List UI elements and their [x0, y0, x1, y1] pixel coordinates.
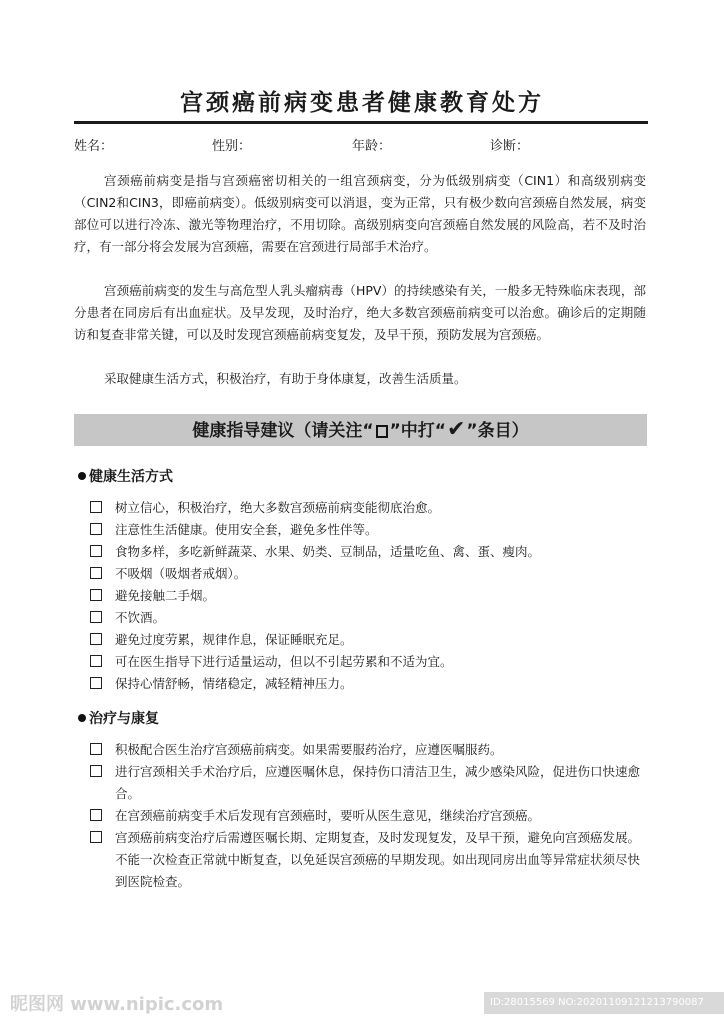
- treatment-heading: 治疗与康复: [89, 711, 159, 727]
- title-divider: [74, 121, 648, 124]
- lifestyle-item[interactable]: [90, 651, 648, 673]
- bullet-icon: [78, 714, 86, 722]
- item-text: 不吸烟（吸烟者戒烟）。: [115, 566, 247, 581]
- image-id-bar: ID:28015569 NO:20201109121213790087: [484, 992, 724, 1014]
- item-text: 宫颈癌前病变治疗后需遵医嘱长期、定期复查，及时发现复发，及早干预，避免向宫颈癌发展。不能一次检查正常就中断复查，以免延误宫颈癌的早期发现。如出现同房出血等异常症状须尽快到医院检查。: [115, 830, 641, 889]
- item-text: 不饮酒。: [115, 610, 166, 625]
- patient-info-row: [74, 135, 648, 155]
- checkbox[interactable]: [90, 809, 102, 821]
- banner-prefix: 健康指导建议（请关注“: [192, 421, 374, 441]
- item-text: 进行宫颈相关手术治疗后，应遵医嘱休息，保持伤口清洁卫生，减少感染风险，促进伤口快速愈合。: [115, 764, 641, 801]
- age-label: 年龄：: [352, 139, 392, 154]
- lifestyle-item[interactable]: [90, 497, 648, 519]
- item-text: 积极配合医生治疗宫颈癌前病变。如果需要服药治疗，应遵医嘱服药。: [115, 742, 503, 757]
- banner-middle: ”中打“: [389, 421, 446, 441]
- page-title: 宫颈癌前病变患者健康教育处方: [180, 90, 544, 116]
- checkmark-icon: ✔: [446, 417, 466, 442]
- checkbox[interactable]: [90, 545, 102, 557]
- item-text: 保持心情舒畅，情绪稳定，减轻精神压力。: [115, 676, 353, 691]
- item-text: 避免接触二手烟。: [115, 588, 216, 603]
- item-text: 食物多样，多吃新鲜蔬菜、水果、奶类、豆制品，适量吃鱼、禽、蛋、瘦肉。: [115, 544, 541, 559]
- treatment-item[interactable]: [90, 805, 648, 827]
- diagnosis-label: 诊断：: [490, 139, 530, 154]
- gender-label: 性别：: [212, 139, 252, 154]
- treatment-item[interactable]: [90, 761, 648, 805]
- item-text: 避免过度劳累，规律作息，保证睡眠充足。: [115, 632, 353, 647]
- section-heading-treatment: [78, 708, 159, 728]
- lifestyle-item[interactable]: [90, 673, 648, 695]
- checkbox[interactable]: [90, 765, 102, 777]
- treatment-item[interactable]: [90, 827, 648, 893]
- lifestyle-item[interactable]: [90, 607, 648, 629]
- checkbox[interactable]: [90, 633, 102, 645]
- checkbox[interactable]: [90, 655, 102, 667]
- checkbox[interactable]: [90, 743, 102, 755]
- lifestyle-item[interactable]: [90, 629, 648, 651]
- checkbox[interactable]: [90, 831, 102, 843]
- watermark: 昵图网 www.nipic.com: [10, 994, 224, 1015]
- item-text: 注意性生活健康。使用安全套，避免多性伴等。: [115, 522, 378, 537]
- checkbox-symbol-icon: [376, 425, 388, 438]
- checkbox[interactable]: [90, 611, 102, 623]
- bullet-icon: [78, 472, 86, 480]
- lifestyle-item[interactable]: [90, 541, 648, 563]
- guidance-banner: [74, 414, 647, 446]
- section-heading-lifestyle: [78, 466, 173, 486]
- name-label: 姓名：: [74, 139, 114, 154]
- checkbox[interactable]: [90, 589, 102, 601]
- item-text: 可在医生指导下进行适量运动，但以不引起劳累和不适为宜。: [115, 654, 453, 669]
- item-text: 树立信心，积极治疗，绝大多数宫颈癌前病变能彻底治愈。: [115, 500, 441, 515]
- checkbox[interactable]: [90, 523, 102, 535]
- intro-paragraph-3: 采取健康生活方式，积极治疗，有助于身体康复，改善生活质量。: [104, 371, 467, 386]
- banner-suffix: ”条目）: [466, 421, 529, 441]
- item-text: 在宫颈癌前病变手术后发现有宫颈癌时，要听从医生意见，继续治疗宫颈癌。: [115, 808, 541, 823]
- checkbox[interactable]: [90, 677, 102, 689]
- lifestyle-item[interactable]: [90, 519, 648, 541]
- checkbox[interactable]: [90, 567, 102, 579]
- intro-paragraph-1: 宫颈癌前病变是指与宫颈癌密切相关的一组宫颈病变，分为低级别病变（CIN1）和高级别病变（CIN2和CIN3，即癌前病变）。低级别病变可以消退，变为正常，只有极少数向宫颈癌自然发展，病变部位可以进行冷冻、激光等物理治疗，不用切除。高级别病变向宫颈癌自然发展的风险高，若不及时治疗，有一部分将会发展为宫颈癌，需要在宫颈进行局部手术治疗。: [74, 173, 646, 254]
- lifestyle-heading: 健康生活方式: [89, 469, 173, 485]
- treatment-item[interactable]: [90, 739, 648, 761]
- intro-paragraph-2: 宫颈癌前病变的发生与高危型人乳头瘤病毒（HPV）的持续感染有关，一般多无特殊临床表现，部分患者在同房后有出血症状。及早发现，及时治疗，绝大多数宫颈癌前病变可以治愈。确诊后的定期随访和复查非常关键，可以及时发现宫颈癌前病变复发，及早干预，预防发展为宫颈癌。: [74, 283, 646, 342]
- lifestyle-item[interactable]: [90, 563, 648, 585]
- lifestyle-item[interactable]: [90, 585, 648, 607]
- checkbox[interactable]: [90, 501, 102, 513]
